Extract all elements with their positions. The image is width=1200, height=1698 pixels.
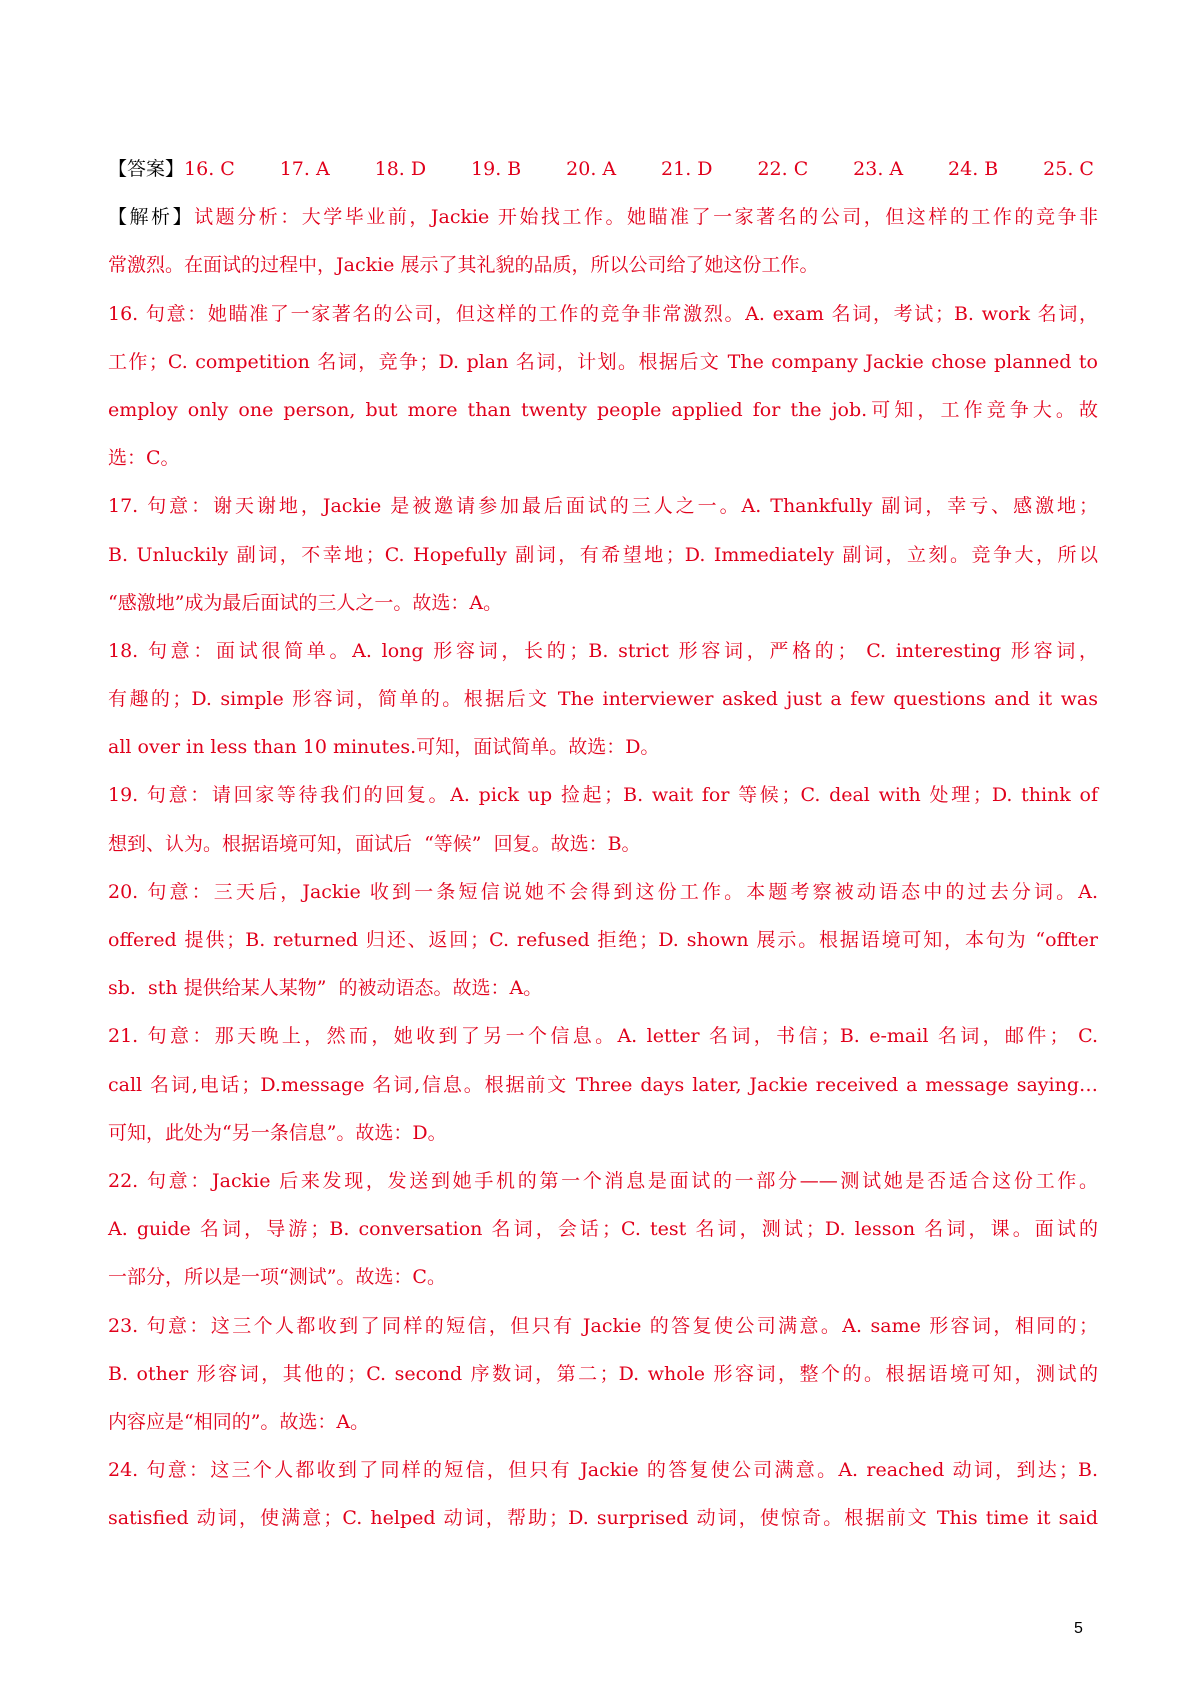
explanation-line: 想到、认为。根据语境可知，面试后 “等候” 回复。故选：B。 [108,832,641,855]
explanation-line: 可知，此处为“另一条信息”。故选：D。 [108,1121,447,1144]
analysis-text: 试题分析：大学毕业前，Jackie 开始找工作。她瞄准了一家著名的公司，但这样的工作的竞争非 [194,206,1098,229]
answer-item: 22. C [757,158,809,180]
answer-item: 25. C [1043,158,1094,180]
answer-list [184,145,1094,193]
analysis-label: 【解析】 [108,206,195,229]
explanation-line: employ only one person, but more than twenty people applied for the job.可知，工作竞争大。故 [108,398,1098,421]
explanation-line: 一部分，所以是一项“测试”。故选：C。 [108,1266,446,1289]
answer-item: 19. B [471,158,522,180]
explanation-line: offered 提供；B. returned 归还、返回；C. refused 拒绝；D. shown 展示。根据语境可知，本句为 “offter [108,929,1098,951]
answer-item: 20. A [566,158,617,180]
explanation-line: 21. 句意：那天晚上，然而，她收到了另一个信息。A. letter 名词，书信；B. e-mail 名词，邮件； C. [108,1025,1098,1048]
analysis-line: 常激烈。在面试的过程中，Jackie 展示了其礼貌的品质，所以公司给了她这份工作。 [108,254,819,277]
explanation-line: B. Unluckily 副词，不幸地；C. Hopefully 副词，有希望地；D. Immediately 副词，立刻。竞争大，所以 [108,543,1098,566]
explanation-line: 内容应是“相同的”。故选：A。 [108,1410,370,1433]
answer-key-line [108,145,1098,193]
explanation-line: “感激地”成为最后面试的三人之一。故选：A。 [108,591,503,614]
explanation-line: 18. 句意：面试很简单。A. long 形容词，长的；B. strict 形容词，严格的； C. interesting 形容词， [108,639,1098,662]
analysis-line [108,193,1098,241]
explanation-line: 22. 句意：Jackie 后来发现，发送到她手机的第一个消息是面试的一部分——测试她是否适合这份工作。 [108,1169,1098,1192]
document-body [108,145,1098,1542]
explanation-line: satisfied 动词，使满意；C. helped 动词，帮助；D. surprised 动词，使惊奇。根据前文 This time it said [108,1507,1098,1530]
explanation-line: sb. sth 提供给某人某物” 的被动语态。故选：A。 [108,977,543,1000]
explanation-line: 17. 句意：谢天谢地，Jackie 是被邀请参加最后面试的三人之一。A. Thankfully 副词，幸亏、感激地； [108,495,1098,518]
explanation-line: 选：C。 [108,447,180,470]
answer-item: 21. D [661,158,713,180]
answer-item: 23. A [853,158,904,180]
explanation-line: 19. 句意：请回家等待我们的回复。A. pick up 捡起；B. wait for 等候；C. deal with 处理；D. think of [108,784,1098,807]
explanation-line: 16. 句意：她瞄准了一家著名的公司，但这样的工作的竞争非常激烈。A. exam 名词，考试；B. work 名词， [108,302,1098,325]
explanation-line: call 名词,电话；D.message 名词,信息。根据前文 Three days later, Jackie received a message saying… [108,1073,1098,1096]
explanation-line: 24. 句意：这三个人都收到了同样的短信，但只有 Jackie 的答复使公司满意。A. reached 动词，到达；B. [108,1459,1098,1482]
answer-item: 24. B [948,158,999,180]
answer-item: 17. A [279,158,330,180]
explanation-line: 20. 句意：三天后，Jackie 收到一条短信说她不会得到这份工作。本题考察被动语态中的过去分词。A. [108,880,1098,903]
explanation-line: A. guide 名词，导游；B. conversation 名词，会话；C. test 名词，测试；D. lesson 名词，课。面试的 [108,1218,1098,1241]
answer-item: 16. C [184,158,235,180]
explanation-line: 工作；C. competition 名词，竞争；D. plan 名词，计划。根据后文 The company Jackie chose planned to [108,350,1098,373]
answer-label: 【答案】 [108,158,185,180]
explanation-line: all over in less than 10 minutes.可知，面试简单。故选：D。 [108,736,660,759]
explanation-line: 23. 句意：这三个人都收到了同样的短信，但只有 Jackie 的答复使公司满意。A. same 形容词，相同的； [108,1314,1098,1337]
answer-item: 18. D [374,158,427,180]
explanation-line: B. other 形容词，其他的；C. second 序数词，第二；D. whole 形容词，整个的。根据语境可知，测试的 [108,1362,1098,1385]
explanation-line: 有趣的；D. simple 形容词，简单的。根据后文 The interviewer asked just a few questions and it was [108,688,1098,711]
page-number: 5 [1074,1620,1083,1637]
